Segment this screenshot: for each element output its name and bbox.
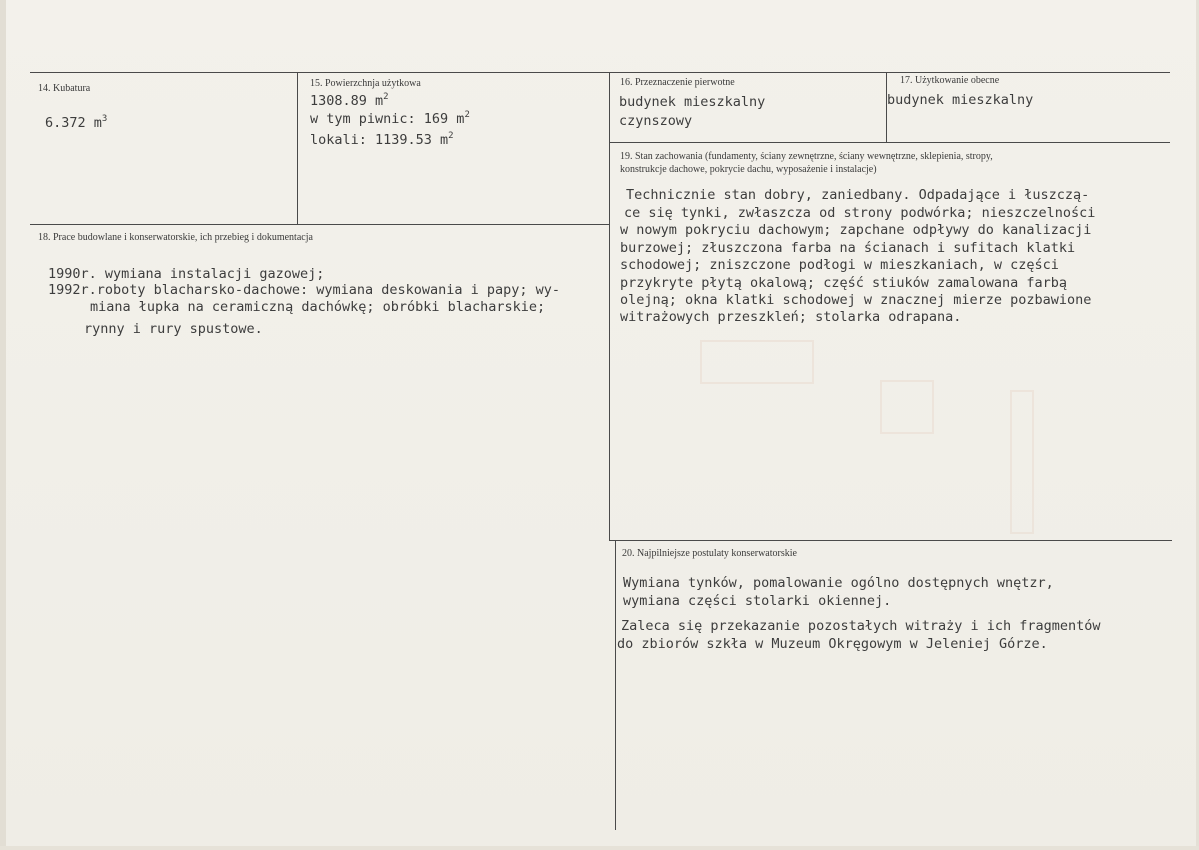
field-20-line-4: do zbiorów szkła w Muzeum Okręgowym w Jeleniej Górze. [617,636,1048,652]
field-20-line-1: Wymiana tynków, pomalowanie ogólno dostępnych wnętzr, [623,575,1054,591]
divider-14-15 [297,72,298,224]
field-18-line-3: miana łupka na ceramiczną dachówkę; obróbki blacharskie; [90,299,546,315]
field-19-line-6: przykryte płytą okalową; część stiuków zamalowana farbą [620,275,1068,291]
field-18-line-2: 1992r.roboty blacharsko-dachowe: wymiana deskowania i papy; wy- [48,282,561,298]
field-16-label: 16. Przeznaczenie pierwotne [620,77,735,88]
field-20-label: 20. Najpilniejsze postulaty konserwatorskie [622,548,797,559]
kubatura-text: 6.372 m [45,115,102,131]
field-18-label: 18. Prace budowlane i konserwatorskie, ich przebieg i dokumentacja [38,232,313,243]
field-19-line-2: ce się tynki, zwłaszcza od strony podwórka; nieszczelności [624,205,1096,221]
area-premises-text: lokali: 1139.53 m [310,132,449,148]
field-19-line-3: w nowym pokryciu dachowym; zapchane odpływy do kanalizacji [620,222,1092,238]
area-total-text: 1308.89 m [310,93,384,109]
area-total-exponent: 2 [383,92,389,102]
field-20-line-2: wymiana części stolarki okiennej. [623,593,892,609]
rule-under-19 [609,540,1172,541]
field-14-label: 14. Kubatura [38,83,91,94]
rule-under-16-17 [609,142,1170,143]
field-15-line-2 [310,110,470,129]
field-18-line-1: 1990r. wymiana instalacji gazowej; [48,266,325,282]
field-16-line-1: budynek mieszkalny [619,94,766,110]
field-19-label-line-2: konstrukcje dachowe, pokrycie dachu, wyposażenie i instalacje) [620,164,877,175]
field-17-line-1: budynek mieszkalny [887,92,1034,108]
card-edge-bottom [0,846,1199,850]
area-cellars-exponent: 2 [464,110,470,120]
field-15-label: 15. Powierzchnja użytkowa [310,78,421,89]
field-15-line-1 [310,92,389,111]
area-cellars-text: w tym piwnic: 169 m [310,111,465,127]
field-14-value [45,114,107,133]
show-through-mark [1010,390,1034,534]
rule-under-14-15 [30,224,610,225]
field-19-line-5: schodowej; zniszczone podłogi w mieszkaniach, w części [620,257,1059,273]
field-19-line-7: olejną; okna klatki schodowej w znacznej mierze pozbawione [620,292,1092,308]
field-19-line-4: burzowej; złuszczona farba na ścianach i sufitach klatki [620,240,1076,256]
area-premises-exponent: 2 [448,131,454,141]
field-15-line-3 [310,131,454,150]
show-through-mark [880,380,934,434]
field-20-line-3: Zaleca się przekazanie pozostałych witraży i ich fragmentów [621,618,1101,634]
field-19-label-line-1: 19. Stan zachowania (fundamenty, ściany zewnętrzne, ściany wewnętrzne, sklepienia, stropy, [620,151,993,162]
kubatura-exponent: 3 [101,114,108,124]
field-18-line-4: rynny i rury spustowe. [84,321,263,337]
top-rule [30,72,1170,73]
card-edge-left [0,0,6,850]
divider-left-right-lower [615,540,616,830]
field-19-line-1: Technicznie stan dobry, zaniedbany. Odpadające i łuszczą- [626,187,1090,203]
field-19-line-8: witrażowych przeszkleń; stolarka odrapana. [620,309,962,325]
field-17-label: 17. Użytkowanie obecne [900,75,1000,86]
show-through-mark [700,340,814,384]
field-16-line-2: czynszowy [619,113,693,129]
